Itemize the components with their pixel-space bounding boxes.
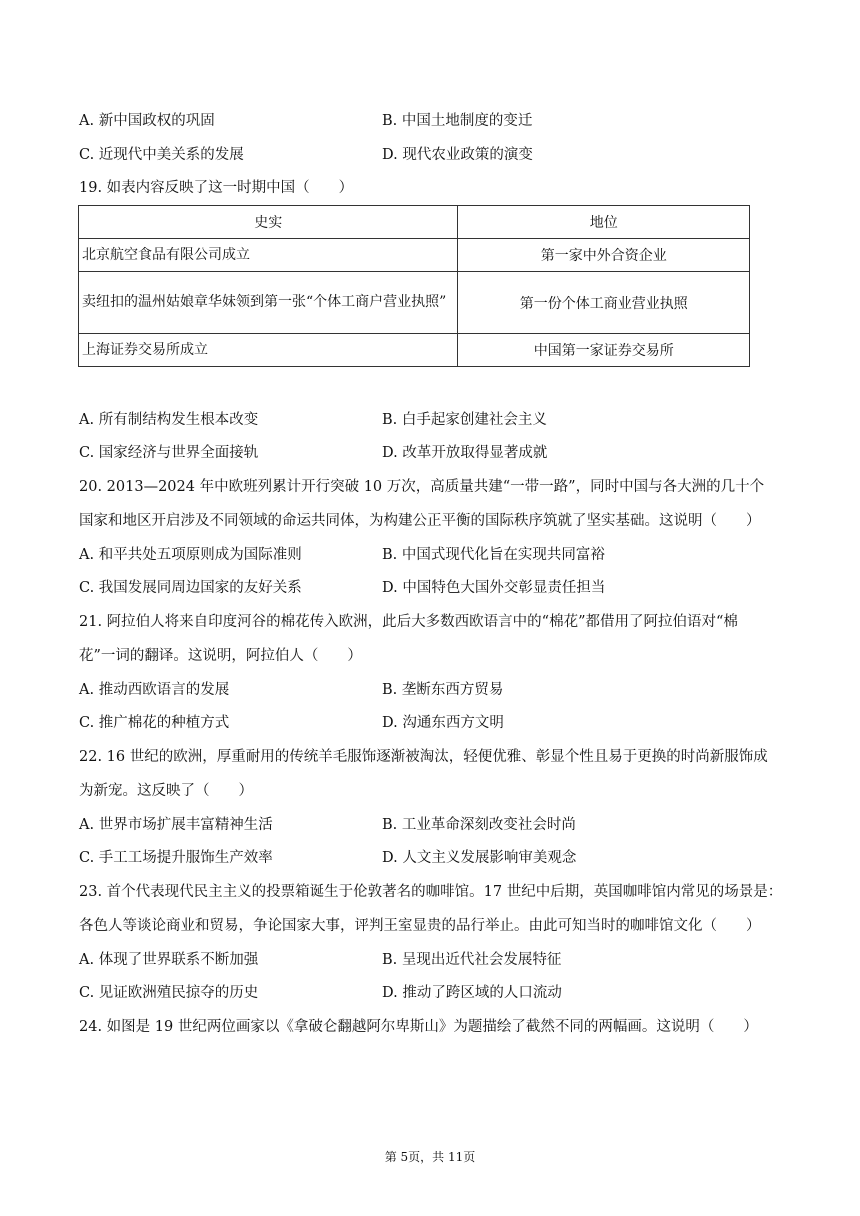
q21-option-a[interactable]: A. 推动西欧语言的发展 [79, 682, 230, 698]
q22-option-c[interactable]: C. 手工工场提升服饰生产效率 [79, 850, 273, 866]
q19-table-header-fact: 史实 [79, 206, 458, 239]
q22-options-row-1 [79, 815, 779, 835]
q19-table-cell-position: 第一家中外合资企业 [458, 239, 750, 272]
q21-option-b[interactable]: B. 垄断东西方贸易 [382, 682, 504, 698]
q18-option-c[interactable]: C. 近现代中美关系的发展 [79, 147, 244, 163]
q22-stem-line-1: 22. 16 世纪的欧洲，厚重耐用的传统羊毛服饰逐渐被淘汰，轻便优雅、彰显个性且易于更换的时尚新服饰成 [79, 749, 768, 765]
q21-stem-line-1: 21. 阿拉伯人将来自印度河谷的棉花传入欧洲，此后大多数西欧语言中的“棉花”都借用了阿拉伯语对“棉 [79, 614, 738, 630]
q22-option-b[interactable]: B. 工业革命深刻改变社会时尚 [382, 817, 576, 833]
q20-stem-line-1: 20. 2013—2024 年中欧班列累计开行突破 10 万次，高质量共建“一带一路”，同时中国与各大洲的几十个 [79, 479, 765, 495]
q23-stem-line-2: 各色人等谈论商业和贸易，争论国家大事，评判王室显贵的品行举止。由此可知当时的咖啡馆文化（ ） [79, 918, 761, 934]
q19-table-cell-position: 第一份个体工商业营业执照 [458, 272, 750, 334]
q20-option-b[interactable]: B. 中国式现代化旨在实现共同富裕 [382, 547, 605, 563]
q18-option-b[interactable]: B. 中国土地制度的变迁 [382, 113, 533, 129]
q22-stem-line-2: 为新宠。这反映了（ ） [79, 783, 253, 799]
q20-options-row-1 [79, 545, 779, 565]
q19-options-row-1 [79, 410, 779, 430]
q23-option-b[interactable]: B. 呈现出近代社会发展特征 [382, 952, 562, 968]
q22-option-d[interactable]: D. 人文主义发展影响审美观念 [382, 850, 577, 866]
q21-option-c[interactable]: C. 推广棉花的种植方式 [79, 715, 230, 731]
q19-table-cell-fact: 卖纽扣的温州姑娘章华妹领到第一张“个体工商户营业执照” [79, 272, 458, 334]
q20-stem-line-2: 国家和地区开启涉及不同领域的命运共同体，为构建公正平衡的国际秩序筑就了坚实基础。这说明（ ） [79, 513, 761, 529]
q23-options-row-1 [79, 950, 779, 970]
q19-option-d[interactable]: D. 改革开放取得显著成就 [382, 445, 548, 461]
q18-option-a[interactable]: A. 新中国政权的巩固 [79, 113, 215, 129]
q19-stem: 19. 如表内容反映了这一时期中国（ ） [79, 180, 354, 196]
q23-stem-line-1: 23. 首个代表现代民主主义的投票箱诞生于伦敦著名的咖啡馆。17 世纪中后期，英国咖啡馆内常见的场景是： [79, 884, 783, 900]
q20-option-a[interactable]: A. 和平共处五项原则成为国际准则 [79, 547, 302, 563]
q23-option-d[interactable]: D. 推动了跨区域的人口流动 [382, 985, 562, 1001]
table-row [79, 272, 750, 334]
q19-option-a[interactable]: A. 所有制结构发生根本改变 [79, 412, 259, 428]
q19-table [78, 205, 750, 367]
q24-stem: 24. 如图是 19 世纪两位画家以《拿破仑翻越阿尔卑斯山》为题描绘了截然不同的两幅画。这说明（ ） [79, 1019, 758, 1035]
q21-option-d[interactable]: D. 沟通东西方文明 [382, 715, 504, 731]
q20-option-c[interactable]: C. 我国发展同周边国家的友好关系 [79, 580, 302, 596]
q21-options-row-1 [79, 680, 779, 700]
q19-option-c[interactable]: C. 国家经济与世界全面接轨 [79, 445, 259, 461]
q23-option-c[interactable]: C. 见证欧洲殖民掠夺的历史 [79, 985, 259, 1001]
q22-option-a[interactable]: A. 世界市场扩展丰富精神生活 [79, 817, 273, 833]
q19-options-row-2 [79, 443, 779, 463]
q18-options-row-1 [79, 111, 779, 131]
q19-table-cell-fact: 上海证券交易所成立 [79, 334, 458, 367]
q19-table-header-position: 地位 [458, 206, 750, 239]
q18-options-row-2 [79, 145, 779, 165]
q19-table-cell-position: 中国第一家证券交易所 [458, 334, 750, 367]
q19-table-cell-fact: 北京航空食品有限公司成立 [79, 239, 458, 272]
q23-option-a[interactable]: A. 体现了世界联系不断加强 [79, 952, 259, 968]
q20-option-d[interactable]: D. 中国特色大国外交彰显责任担当 [382, 580, 606, 596]
q19-option-b[interactable]: B. 白手起家创建社会主义 [382, 412, 547, 428]
q20-options-row-2 [79, 578, 779, 598]
table-row [79, 239, 750, 272]
q19-table-header-row [79, 206, 750, 239]
q21-options-row-2 [79, 713, 779, 733]
q23-options-row-2 [79, 983, 779, 1003]
page-number-footer: 第 5页，共 11页 [384, 1150, 476, 1164]
q18-option-d[interactable]: D. 现代农业政策的演变 [382, 147, 533, 163]
table-row [79, 334, 750, 367]
q22-options-row-2 [79, 848, 779, 868]
q21-stem-line-2: 花”一词的翻译。这说明，阿拉伯人（ ） [79, 648, 362, 664]
